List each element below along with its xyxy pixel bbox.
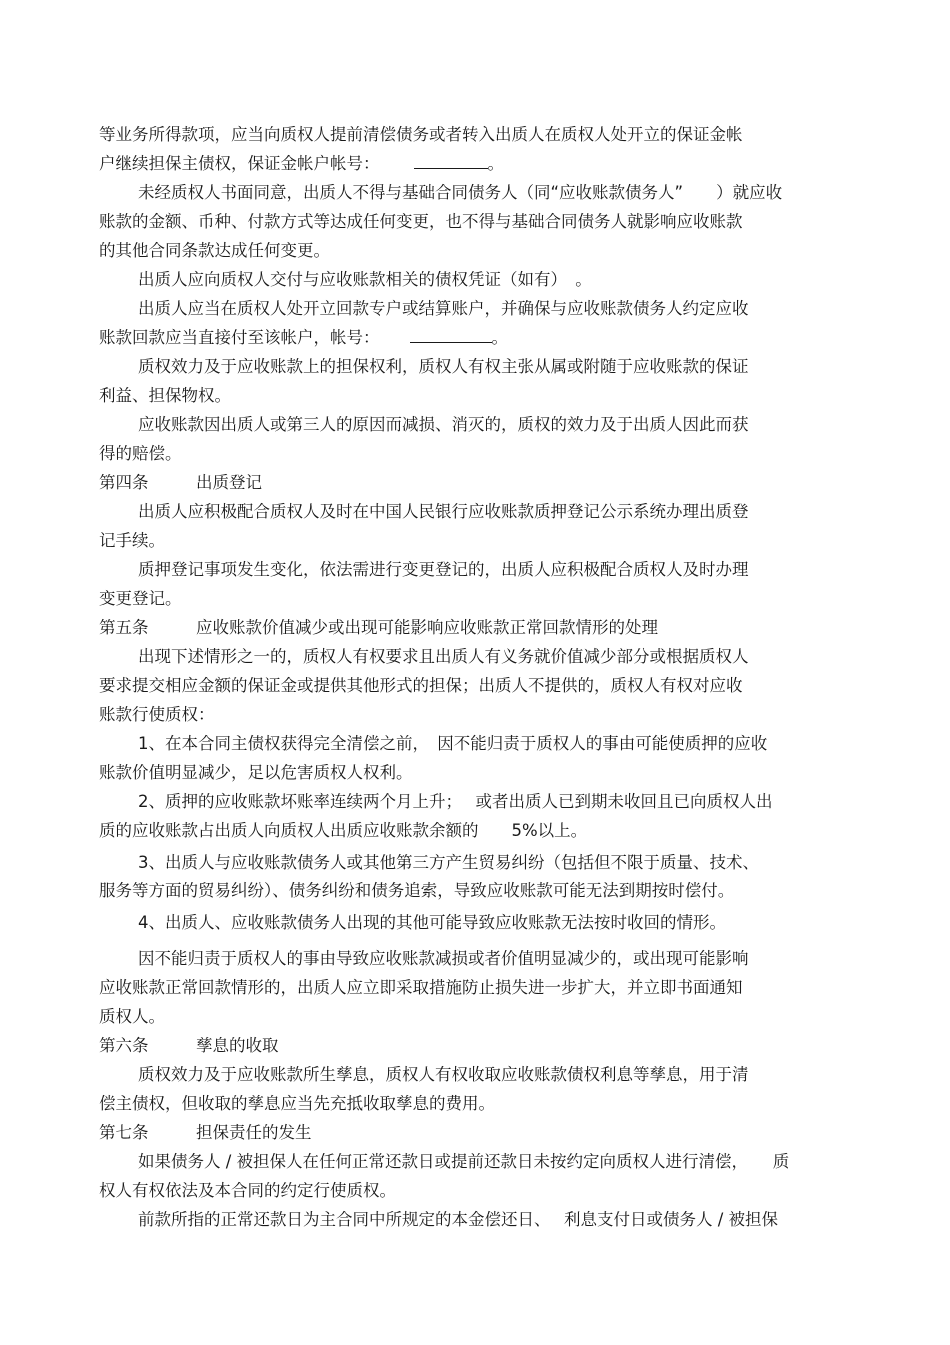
- text-line: 出质人应当在质权人处开立回款专户或结算账户，并确保与应收账款债务人约定应收: [138, 299, 749, 318]
- list-item: 4、出质人、应收账款债务人出现的其他可能导致应收账款无法按时收回的情形。: [138, 913, 726, 932]
- article-number: 第五条: [99, 618, 149, 637]
- text-line: 记手续。: [99, 531, 165, 550]
- article-title: 担保责任的发生: [196, 1123, 312, 1142]
- text-fragment: 。: [491, 328, 508, 347]
- text-line: 服务等方面的贸易纠纷）、债务纠纷和债务追索，导致应收账款可能无法到期按时偿付。: [99, 881, 735, 900]
- text-fragment: 。: [487, 154, 504, 173]
- text-line: 账款行使质权：: [99, 705, 215, 724]
- article-number: 第七条: [99, 1123, 149, 1142]
- text-line: 利益、担保物权。: [99, 386, 231, 405]
- text-line: 应收账款因出质人或第三人的原因而减损、消灭的，质权的效力及于出质人因此而获: [138, 415, 749, 434]
- article-number: 第四条: [99, 473, 149, 492]
- text-line: 账款的金额、币种、付款方式等达成任何变更，也不得与基础合同债务人就影响应收账款: [99, 212, 743, 231]
- text-line: 前款所指的正常还款日为主合同中所规定的本金偿还日、 利息支付日或债务人 / 被担保: [138, 1210, 779, 1229]
- text-line: 质权效力及于应收账款所生孳息，质权人有权收取应收账款债权利息等孳息，用于清: [138, 1065, 749, 1084]
- blank-line: [414, 153, 488, 169]
- text-line: 账款价值明显减少，足以危害质权人权利。: [99, 763, 413, 782]
- text-line: 质权人。: [99, 1007, 165, 1026]
- article-title: 孳息的收取: [196, 1036, 279, 1055]
- text-line: 的其他合同条款达成任何变更。: [99, 241, 330, 260]
- text-fragment: 账款回款应当直接付至该帐户，帐号：: [99, 328, 380, 347]
- text-line: [99, 153, 504, 175]
- article-heading: [99, 472, 262, 494]
- text-line: 出质人应积极配合质权人及时在中国人民银行应收账款质押登记公示系统办理出质登: [138, 502, 749, 521]
- text-line: 应收账款正常回款情形的，出质人应立即采取措施防止损失进一步扩大，并立即书面通知: [99, 978, 743, 997]
- text-line: 要求提交相应金额的保证金或提供其他形式的担保；出质人不提供的，质权人有权对应收: [99, 676, 743, 695]
- list-item: 2、质押的应收账款坏账率连续两个月上升； 或者出质人已到期未收回且已向质权人出: [138, 792, 773, 811]
- text-line: 变更登记。: [99, 589, 182, 608]
- text-line: 如果债务人 / 被担保人在任何正常还款日或提前还款日未按约定向质权人进行清偿， 质: [138, 1152, 790, 1171]
- text-line: 得的赔偿。: [99, 444, 182, 463]
- blank-line: [410, 327, 492, 343]
- article-heading: [99, 1122, 312, 1144]
- article-number: 第六条: [99, 1036, 149, 1055]
- text-line: 偿主债权，但收取的孳息应当先充抵收取孳息的费用。: [99, 1094, 495, 1113]
- article-heading: [99, 617, 658, 639]
- article-title: 应收账款价值减少或出现可能影响应收账款正常回款情形的处理: [196, 618, 658, 637]
- article-title: 出质登记: [196, 473, 262, 492]
- text-line: 未经质权人书面同意，出质人不得与基础合同债务人（同“应收账款债务人” ）就应收: [138, 183, 783, 202]
- text-line: 等业务所得款项，应当向质权人提前清偿债务或者转入出质人在质权人处开立的保证金帐: [99, 125, 743, 144]
- text-line: 质权效力及于应收账款上的担保权利，质权人有权主张从属或附随于应收账款的保证: [138, 357, 749, 376]
- text-line: 因不能归责于质权人的事由导致应收账款减损或者价值明显减少的，或出现可能影响: [138, 949, 749, 968]
- list-item: 3、出质人与应收账款债务人或其他第三方产生贸易纠纷（包括但不限于质量、技术、: [138, 853, 759, 872]
- text-line: [99, 327, 508, 349]
- text-line: 出现下述情形之一的，质权人有权要求且出质人有义务就价值减少部分或根据质权人: [138, 647, 749, 666]
- article-heading: [99, 1035, 279, 1057]
- text-line: 质的应收账款占出质人向质权人出质应收账款余额的 5%以上。: [99, 821, 588, 840]
- text-line: 出质人应向质权人交付与应收账款相关的债权凭证（如有） 。: [138, 270, 592, 289]
- text-fragment: 户继续担保主债权，保证金帐户帐号：: [99, 154, 380, 173]
- text-line: 质押登记事项发生变化，依法需进行变更登记的，出质人应积极配合质权人及时办理: [138, 560, 749, 579]
- text-line: 权人有权依法及本合同的约定行使质权。: [99, 1181, 396, 1200]
- list-item: 1、在本合同主债权获得完全清偿之前， 因不能归责于质权人的事由可能使质押的应收: [138, 734, 768, 753]
